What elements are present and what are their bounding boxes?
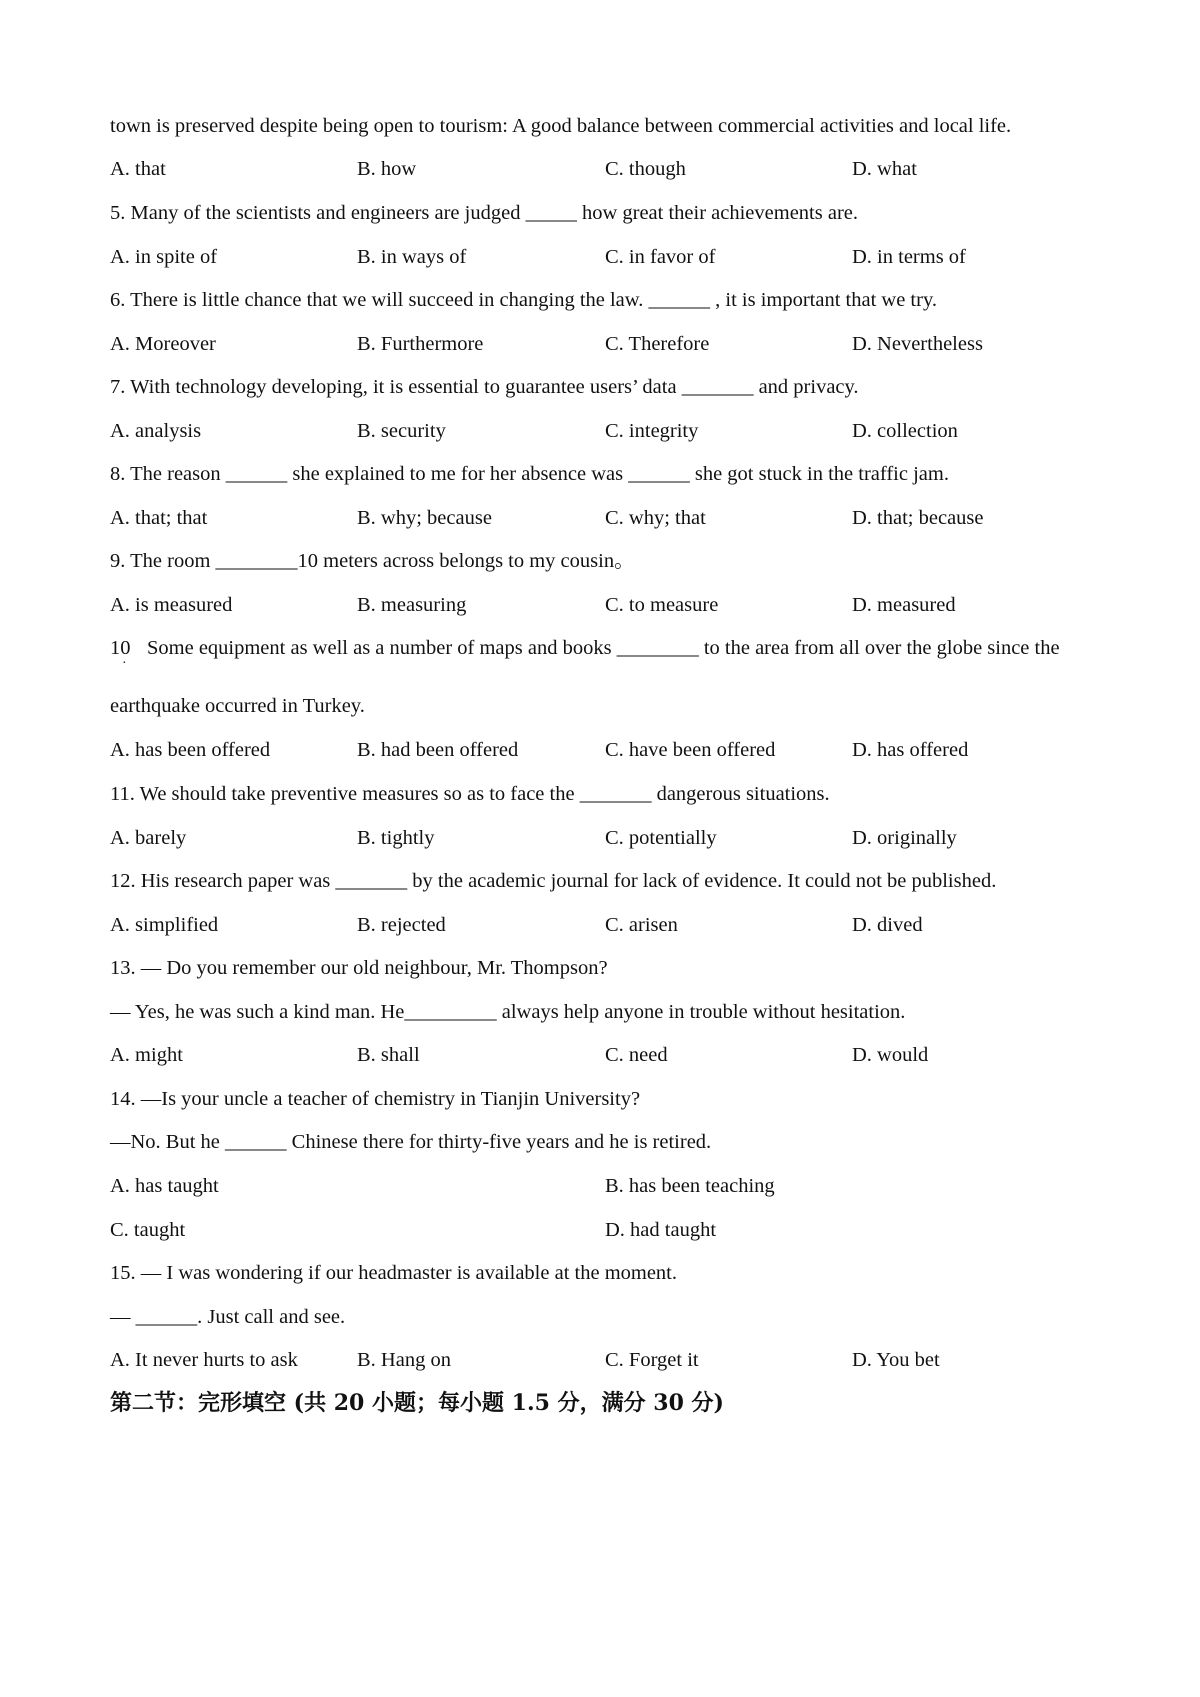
option-d: D. in terms of (852, 246, 966, 268)
question-10-stem-continued: earthquake occurred in Turkey. (110, 695, 365, 717)
question-6-stem: 6. There is little chance that we will succeed in changing the law. ______ , it is important that we try. (110, 289, 937, 311)
option-b: B. has been teaching (605, 1175, 775, 1197)
question-5-options (110, 245, 1110, 269)
option-b: B. security (357, 420, 446, 442)
option-a: A. that (110, 158, 166, 180)
question-11-stem: 11. We should take preventive measures so as to face the _______ dangerous situations. (110, 783, 830, 805)
question-6-options (110, 332, 1110, 356)
option-a: A. Moreover (110, 333, 216, 355)
option-b: B. measuring (357, 594, 467, 616)
option-c: C. Forget it (605, 1349, 699, 1371)
question-12-options (110, 913, 1110, 937)
option-c: C. need (605, 1044, 668, 1066)
option-a: A. simplified (110, 914, 219, 936)
option-a: A. analysis (110, 420, 202, 442)
question-8-options (110, 506, 1110, 530)
question-7-stem: 7. With technology developing, it is essential to guarantee users’ data _______ and privacy. (110, 376, 859, 398)
option-d: D. would (852, 1044, 929, 1066)
option-c: C. Therefore (605, 333, 710, 355)
question-11-options (110, 826, 1110, 850)
option-b: B. Furthermore (357, 333, 484, 355)
question-7-options (110, 419, 1110, 443)
option-c: C. have been offered (605, 739, 776, 761)
option-a: A. is measured (110, 594, 233, 616)
option-c: C. integrity (605, 420, 699, 442)
option-b: B. tightly (357, 827, 435, 849)
option-b: B. had been offered (357, 739, 519, 761)
option-a: A. in spite of (110, 246, 218, 268)
question-14-stem: 14. —Is your uncle a teacher of chemistry in Tianjin University? (110, 1088, 641, 1110)
question-12-stem: 12. His research paper was _______ by the academic journal for lack of evidence. It could not be published. (110, 870, 997, 892)
question-14-reply: —No. But he ______ Chinese there for thirty-five years and he is retired. (110, 1131, 712, 1153)
question-14-options-row-2 (110, 1218, 1110, 1242)
question-10-options (110, 738, 1110, 762)
question-15-reply: — ______. Just call and see. (110, 1306, 346, 1328)
option-d: D. what (852, 158, 917, 180)
question-13-options (110, 1043, 1110, 1067)
option-a: A. barely (110, 827, 187, 849)
question-13-stem: 13. — Do you remember our old neighbour, Mr. Thompson? (110, 957, 608, 979)
option-c: C. why; that (605, 507, 706, 529)
option-c: C. arisen (605, 914, 678, 936)
question-14-options-row-1 (110, 1174, 1110, 1198)
question-10-stem: Some equipment as well as a number of maps and books ________ to the area from all over the globe since the (147, 637, 1060, 659)
option-c: C. potentially (605, 827, 717, 849)
option-c: C. taught (110, 1219, 186, 1241)
option-d: D. that; because (852, 507, 984, 529)
option-b: B. rejected (357, 914, 446, 936)
option-c: C. in favor of (605, 246, 716, 268)
question-15-stem: 15. — I was wondering if our headmaster is available at the moment. (110, 1262, 678, 1284)
question-10-number: 10 (110, 637, 131, 659)
option-a: A. It never hurts to ask (110, 1349, 298, 1371)
option-d: D. dived (852, 914, 923, 936)
question-5-stem: 5. Many of the scientists and engineers are judged _____ how great their achievements are. (110, 202, 858, 224)
option-b: B. why; because (357, 507, 492, 529)
section-heading-cloze: 第二节：完形填空 (共 20 小题；每小题 1.5 分，满分 30 分) (110, 1390, 724, 1416)
option-b: B. in ways of (357, 246, 467, 268)
option-b: B. how (357, 158, 417, 180)
option-a: A. that; that (110, 507, 208, 529)
question-4-stem-continued: town is preserved despite being open to tourism: A good balance between commercial activities and local life. (110, 115, 1012, 137)
question-4-options (110, 157, 1110, 181)
option-d: D. originally (852, 827, 957, 849)
option-d: D. Nevertheless (852, 333, 983, 355)
question-9-stem: 9. The room ________10 meters across belongs to my cousin。 (110, 550, 635, 572)
option-a: A. has taught (110, 1175, 219, 1197)
option-c: C. to measure (605, 594, 719, 616)
option-a: A. has been offered (110, 739, 271, 761)
option-d: D. measured (852, 594, 956, 616)
question-10-number-dot: · (122, 656, 127, 671)
option-b: B. Hang on (357, 1349, 451, 1371)
option-c: C. though (605, 158, 686, 180)
option-d: D. has offered (852, 739, 969, 761)
question-8-stem: 8. The reason ______ she explained to me for her absence was ______ she got stuck in the traffic jam. (110, 463, 949, 485)
option-b: B. shall (357, 1044, 420, 1066)
option-d: D. had taught (605, 1219, 717, 1241)
option-d: D. You bet (852, 1349, 940, 1371)
option-a: A. might (110, 1044, 183, 1066)
option-d: D. collection (852, 420, 958, 442)
question-9-options (110, 593, 1110, 617)
question-13-reply: — Yes, he was such a kind man. He_________ always help anyone in trouble without hesitation. (110, 1001, 906, 1023)
question-15-options (110, 1348, 1110, 1372)
